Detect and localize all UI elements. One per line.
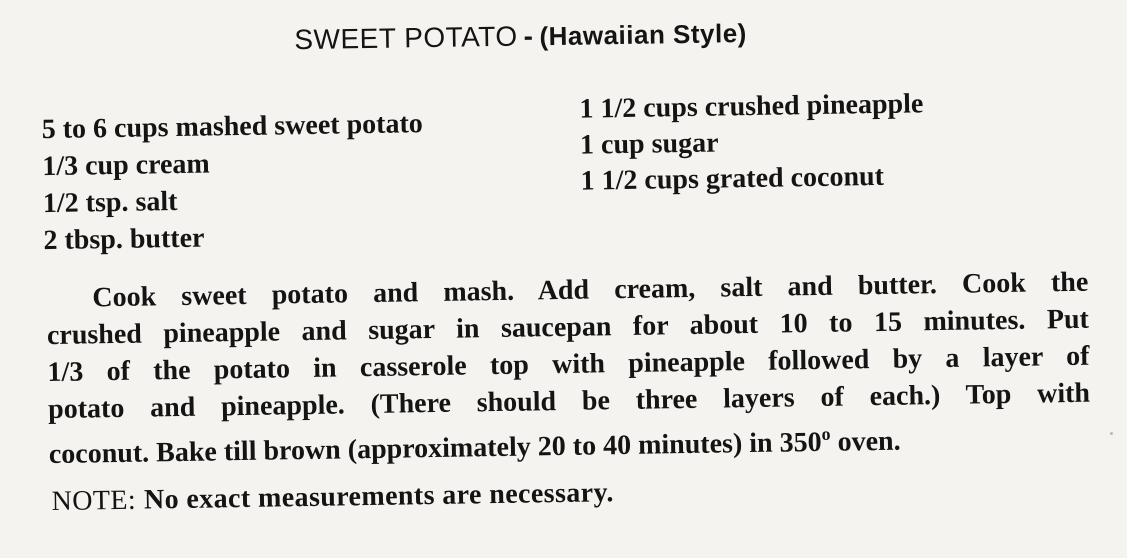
directions-last-line-end: oven.: [830, 425, 901, 458]
note-label: NOTE:: [51, 484, 137, 518]
title-subtitle: (Hawaiian Style): [539, 18, 748, 52]
directions-last-line-start: coconut. Bake till brown (approximately 20 to 40 minutes) in 350: [48, 426, 822, 471]
note-text: No exact measurements are necessary.: [143, 477, 614, 516]
directions-line: crushed pineapple and sugar in saucepan for about 10 to 15 minutes. Put: [46, 303, 1090, 352]
ingredient-item: 1 1/2 cups grated coconut: [580, 160, 885, 197]
ingredient-item: 1 1/2 cups crushed pineapple: [579, 88, 924, 125]
directions-line: potato and pineapple. (There should be three layers of each.) Top with: [47, 377, 1091, 426]
ingredient-item: 1 cup sugar: [579, 127, 719, 161]
directions-line: 1/3 of the potato in casserole top with pineapple followed by a layer of: [47, 340, 1090, 389]
ingredient-item: 2 tbsp. butter: [43, 222, 205, 257]
directions-paragraph: [46, 264, 1091, 473]
ingredient-item: 5 to 6 cups mashed sweet potato: [41, 108, 424, 146]
ingredient-item: 1/3 cup cream: [42, 148, 210, 183]
paper-speck: [1110, 432, 1113, 435]
ingredients-list-left: [41, 105, 424, 259]
degree-symbol: o: [821, 423, 831, 444]
ingredients-list-right: [579, 86, 925, 199]
recipe-note: [51, 477, 614, 518]
directions-line: Cook sweet potato and mash. Add cream, salt and butter. Cook the: [92, 266, 1089, 314]
title-main: SWEET POTATO: [294, 20, 518, 56]
ingredient-item: 1/2 tsp. salt: [42, 186, 178, 220]
title-separator: -: [523, 20, 534, 52]
recipe-title: [294, 17, 747, 56]
